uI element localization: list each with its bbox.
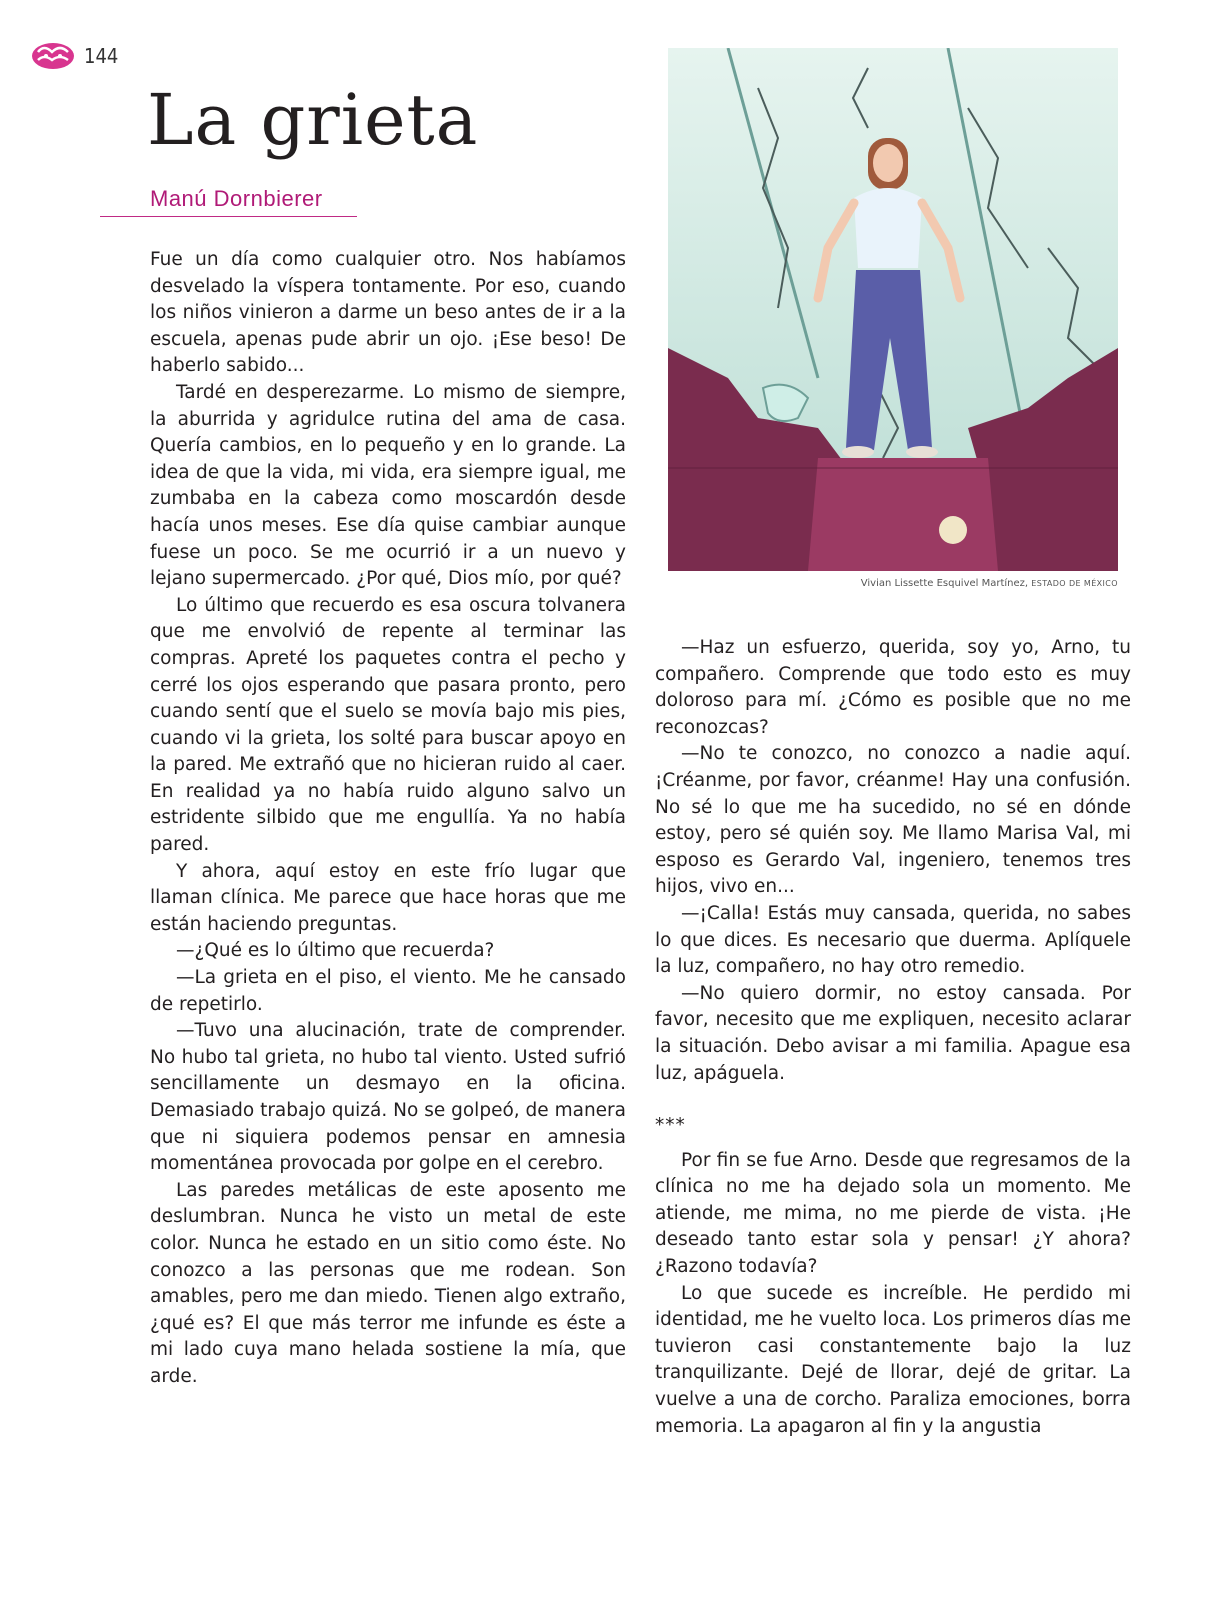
dialogue-line: —No quiero dormir, no estoy cansada. Por favor, necesito que me expliquen, necesito aclarar la situación. Debo avisar a mi familia. Apague esa luz, apáguela. <box>655 982 1131 1084</box>
credit-name: Vivian Lissette Esquivel Martínez, <box>860 578 1029 589</box>
paragraph: Fue un día como cualquier otro. Nos habíamos desvelado la víspera tontamente. Por eso, cuando los niños vinieron a darme un beso antes de ir a la escuela, apenas pude abrir un ojo. ¡Ese beso! De haberlo sabido... <box>150 249 626 377</box>
paragraph: Y ahora, aquí estoy en este frío lugar que llaman clínica. Me parece que hace horas que me están haciendo preguntas. <box>150 860 626 935</box>
dialogue-line: —Haz un esfuerzo, querida, soy yo, Arno, tu compañero. Comprende que todo esto es muy doloroso para mí. ¿Cómo es posible que no me reconozcas? <box>655 637 1131 738</box>
dialogue-line: —La grieta en el piso, el viento. Me he cansado de repetirlo. <box>150 967 626 1015</box>
left-column <box>150 247 626 1391</box>
section-separator: *** <box>655 1115 686 1137</box>
dialogue-line: —¿Qué es lo último que recuerda? <box>176 940 495 962</box>
dialogue-line: —¡Calla! Estás muy cansada, querida, no sabes lo que dices. Es necesario que duerma. Aplíquele la luz, compañero, no hay otro remedio. <box>655 902 1131 978</box>
paragraph: Lo último que recuerdo es esa oscura tolvanera que me envolvió de repente al terminar las compras. Apreté los paquetes contra el pecho y cerré los ojos esperando que pasara pronto, pero cuando sentí que el suelo se movía bajo mis pies, cuando vi la grieta, los solté para buscar apoyo en la pared. Me extrañó que no hicieran ruido al caer. En realidad ya no había ruido alguno salvo un estridente silbido que me engullía. Ya no había pared. <box>150 594 626 856</box>
book-logo-icon <box>30 40 76 72</box>
right-column <box>655 635 1131 1440</box>
story-author: Manú Dornbierer <box>150 186 323 211</box>
dialogue-line: —No te conozco, no conozco a nadie aquí. ¡Créanme, por favor, créanme! Hay una confusión. No sé lo que me ha sucedido, no sé en dónde estoy, pero sé quién soy. Me llamo Marisa Val, mi esposo es Gerardo Val, ingeniero, tenemos tres hijos, vivo en... <box>655 743 1131 898</box>
paragraph: Por fin se fue Arno. Desde que regresamos de la clínica no me ha dejado sola un momento. Me atiende, me mima, no me pierde de vista. ¡He deseado tanto estar sola y pensar! ¿Y ahora? ¿Razono todavía? <box>655 1149 1131 1278</box>
credit-place: ESTADO DE MÉXICO <box>1031 579 1118 588</box>
illustration-credit <box>660 578 1118 589</box>
page-number: 144 <box>84 44 119 68</box>
story-title: La grieta <box>147 79 479 161</box>
dialogue-line: —Tuvo una alucinación, trate de comprender. No hubo tal grieta, no hubo tal viento. Usted sufrió sencillamente un desmayo en la oficina. Demasiado trabajo quizá. No se golpeó, de manera que ni siquiera podemos pensar en amnesia momentánea provocada por golpe en el cerebro. <box>150 1020 626 1175</box>
story-illustration <box>668 48 1118 571</box>
page-header <box>30 40 118 72</box>
paragraph: Las paredes metálicas de este aposento me deslumbran. Nunca he visto un metal de este color. Nunca he estado en un sitio como éste. No conozco a las personas que me rodean. Son amables, pero me dan miedo. Tienen algo extraño, ¿qué es? El que más terror me infunde es éste a mi lado cuya mano helada sostiene la mía, que arde. <box>150 1179 626 1387</box>
author-underline <box>100 216 357 217</box>
paragraph: Lo que sucede es increíble. He perdido mi identidad, me he vuelto loca. Los primeros días me tuvieron casi constantemente bajo la luz tranquilizante. Dejé de llorar, dejé de gritar. La vuelve a una de corcho. Paraliza emociones, borra memoria. La apagaron al fin y la angustia <box>655 1282 1131 1437</box>
illustration-artwork <box>668 48 1118 571</box>
paragraph: Tardé en desperezarme. Lo mismo de siempre, la aburrida y agridulce rutina del ama de casa. Quería cambios, en lo pequeño y en lo grande. La idea de que la vida, mi vida, era siempre igual, me zumbaba en la cabeza como moscardón desde hacía unos meses. Ese día quise cambiar aunque fuese un poco. Se me ocurrió ir a un nuevo y lejano supermercado. ¿Por qué, Dios mío, por qué? <box>150 381 626 590</box>
